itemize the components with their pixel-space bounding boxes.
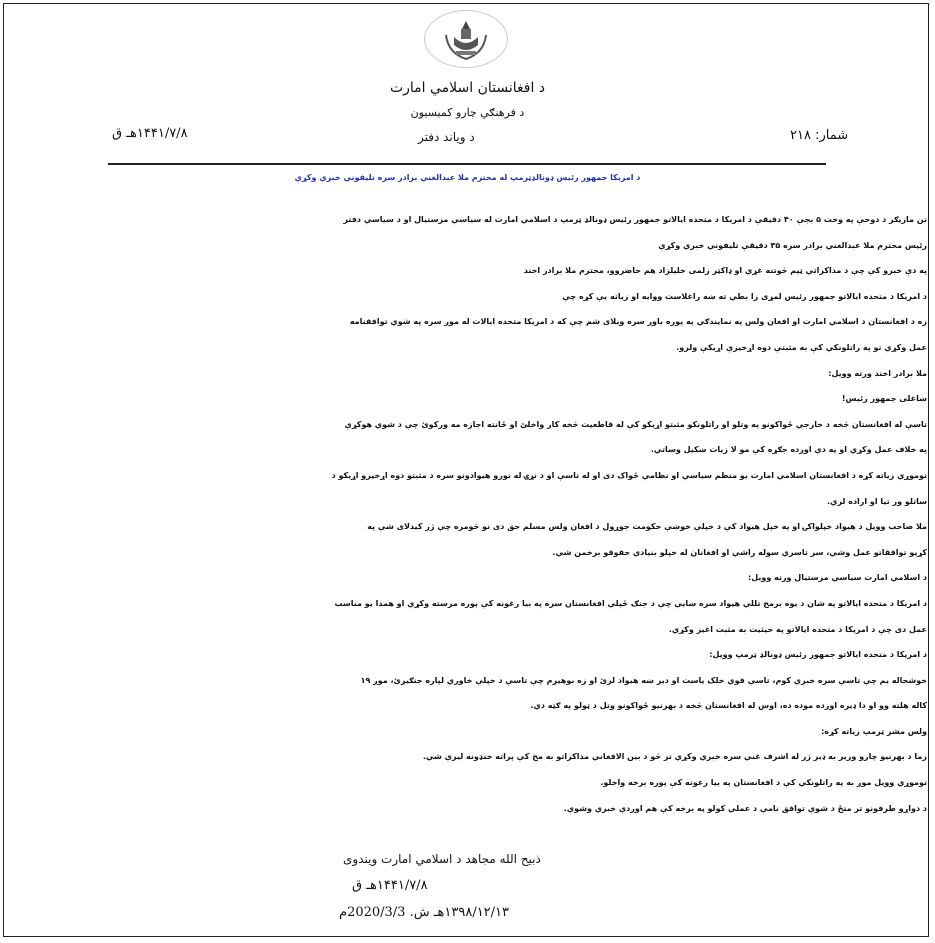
body-line: په دې خبرو کې چې د مذاکراتي ټیم څوتنه غړي او ډاکټر زلمی خلیلزاد هم حاضروو، محترم ملا برادر اخند xyxy=(523,266,927,276)
body-line: ملا برادر اخند ورته وویل: xyxy=(828,368,927,378)
body-line: زما د بهرنیو چارو وزیر به ډیر ژر له اشرف غني سره خبري وکړي تر څو د بین الافغاني مذاکراتو به مخ کې پراته خنډونه لیرې شي. xyxy=(422,752,927,762)
body-line: ملا صاحب وویل د هیواد خپلواکۍ او په خپل هیواد کې د خپلې خوښې حکومت جوړول د افغان ولس مسلم حق دی نو څومره چې ژر کیدلای شي په xyxy=(367,522,927,532)
signature-name: ذبیح الله مجاهد د اسلامي امارت ویندوی xyxy=(343,852,541,866)
body-line: کړیو توافقاتو عمل وشي، سر تاسري سوله راشي او افغانان له خپلو بنیادي حقوقو برخمن شي. xyxy=(552,547,927,557)
body-line: زه د افغانستان د اسلامي امارت او افغان ولس په نمایندګي په پوره باور سره ویلای شم چې که د امریکا متحده ایالات له موږ سره په شوي توافقنامه xyxy=(349,317,927,327)
body-line: کاله هلته وو او دا ډیره اوږده موده ده، اوس له افغانستان څخه د بهرنیو ځواکونو وتل د ټولو په ګټه دي. xyxy=(530,701,927,711)
header-divider xyxy=(108,163,826,165)
spokesman-office: د ویاند دفتر xyxy=(418,130,475,144)
body-line: د اسلامي امارت سیاسي مرستیال ورته وویل: xyxy=(748,573,927,583)
document-number: شمار: ۲۱۸ xyxy=(790,128,849,143)
islamic-emirate-emblem-icon xyxy=(424,10,508,68)
signature-dates: ۱۳۹۸/۱۲/۱۳هـ ش. 2020/3/3م xyxy=(339,905,510,920)
body-line: نوموړي وویل موږ به په راتلونکي کې د افغانستان په بیا رغونه کې پوره برخه واخلو. xyxy=(600,778,927,788)
body-line: په خلاف عمل وکړي او په دې اوږده جګړه کې مو لا زیات ښکیل وساتي. xyxy=(650,445,927,455)
org-name: د افغانستان اسلامي امارت xyxy=(389,80,546,96)
body-line: عمل وکړي نو په راتلونکي کې به مثبتې دوه اړخیزې اړیکې ولرو. xyxy=(676,342,927,352)
body-line: ښاغلی جمهور رئیس! xyxy=(841,394,927,404)
body-line: رئیس محترم ملا عبدالغني برادر سره ۳۵ دقیقې تلیفوني خبري وکړې xyxy=(658,240,927,250)
signature-hijri-date: ۱۴۴۱/۷/۸هـ ق xyxy=(352,878,428,893)
document-title: د امریکا جمهور رئیس ډونالډټرمپ له محترم ملا عبدالغني برادر سره تلیفوني خبري وکړې xyxy=(294,173,641,182)
body-line: خوشحاله یم چې تاسې سره خبري کوم، تاسې قوي خلک یاست او دیر ښه هیواد لرئ او زه بوهیږم چې تاسې د خپلې خاوري لپاره جنګیږئ، موږ ۱۹ xyxy=(360,675,927,685)
body-line: نوموړي زیاته کړه د افغانستان اسلامي امارت یو منظم سیاسي او نظامي ځواک دی او له تاسې او د نړۍ له نورو هیوادونو سره د مثبتو دوه اړخیزو اړیکو د xyxy=(331,470,927,480)
body-line: د دواړو طرفونو تر منځ د شوې توافق نامې د عملي کولو په برخه کې هم اوږدې خبري وشوې. xyxy=(563,803,927,813)
body-line: د امریکا د متحده ایالاتو جمهور رئیس لمړی را بطي ته ښه راغلاست ووایه او زیاته یې کړه چې xyxy=(562,291,927,301)
body-line: د امریکا د متحده ایالاتو جمهور رئیس ډونالډ ټرمپ وویل: xyxy=(709,650,927,660)
body-line: نن مازیګر د دوحې په وخت ۵ بجې ۴۰ دقیقې د امریکا د متحده ایالاتو جمهور رئیس ډونالډ ټرمپ د اسلامي امارت له سیاسي مرستیال او د سیاسي دفتر xyxy=(343,215,927,224)
body-line: ساتلو ور تیا او اراده لري. xyxy=(827,496,927,506)
document-date: ۱۴۴۱/۷/۸هـ ق xyxy=(112,126,188,141)
document-body xyxy=(5,207,927,821)
body-line: تاسې له افغانستان څخه د خارجي ځواکونو په وتلو او راتلونکو مثبتو اړیکو کې له قاطعیت څخه کار واخلئ او ځانته اجازه مه ورکوئ چې د شوي هوکړې xyxy=(344,419,927,429)
body-line: عمل دی چې د امریکا د متحده ایالاتو په حیثیت به مثبت اغیز وکړي. xyxy=(668,624,927,634)
commission-name: د فرهنګي چارو کمیسیون xyxy=(410,106,525,119)
body-line: د امریکا د متحده ایالاتو په شان د یوه برمخ تللي هیواد سره ښایي چې د جنګ ځپلي افغانستان سره په بیا رغونه کې پوره مرسته وکړي او همدا یو مناسب xyxy=(334,598,927,608)
body-line: ولس مشر ټرمپ زیاته کړه: xyxy=(821,726,927,736)
